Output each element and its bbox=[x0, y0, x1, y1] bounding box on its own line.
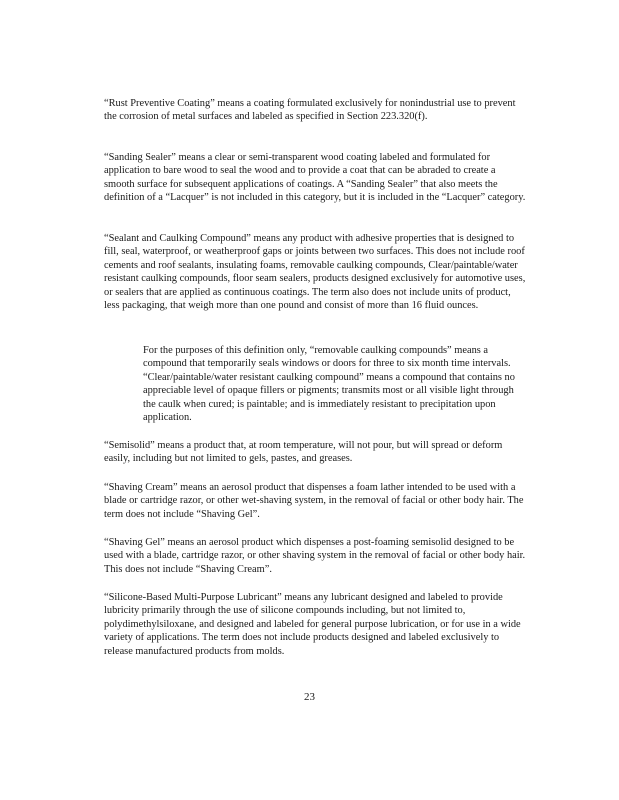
paragraph-sealant-and-caulking-compound: “Sealant and Caulking Compound” means any product with adhesive properties that is designed to fill, seal, waterproof, or weatherproof gaps or joints between two surfaces. This does not include roof cements and roof sealants, insulating foams, removable caulking compounds, Clear/paintable/water resistant caulking compounds, floor seam sealers, products designed exclusively for automotive uses, or sealers that are applied as continuous coatings. The term also does not include units of product, less packaging, that weigh more than one pound and consist of more than 16 fluid ounces. bbox=[104, 233, 526, 312]
paragraph-sanding-sealer: “Sanding Sealer” means a clear or semi-transparent wood coating labeled and formulated for application to bare wood to seal the wood and to provide a coat that can be abraded to create a smooth surface for subsequent applications of coatings. A “Sanding Sealer” that also meets the definition of a “Lacquer” is not included in this category, but it is included in the “Lacquer” category. bbox=[104, 152, 526, 204]
paragraph-semisolid: “Semisolid” means a product that, at room temperature, will not pour, but will spread or deform easily, including but not limited to gels, pastes, and greases. bbox=[104, 440, 503, 465]
page-number: 23 bbox=[304, 691, 315, 703]
paragraph-silicone-based-lubricant: “Silicone-Based Multi-Purpose Lubricant” means any lubricant designed and labeled to provide lubricity primarily through the use of silicone compounds including, but not limited to, polydimethylsiloxane, and designed and labeled for general purpose lubrication, or for use in a wide variety of applications. The term does not include products designed and labeled exclusively to release manufactured products from molds. bbox=[104, 592, 521, 657]
paragraph-shaving-gel: “Shaving Gel” means an aerosol product which dispenses a post-foaming semisolid designed to be used with a blade, cartridge razor, or other shaving system in the removal of facial or other body hair. This does not include “Shaving Cream”. bbox=[104, 537, 526, 575]
paragraph-rust-preventive-coating: “Rust Preventive Coating” means a coating formulated exclusively for nonindustrial use to prevent the corrosion of metal surfaces and labeled as specified in Section 223.320(f). bbox=[104, 98, 516, 123]
paragraph-removable-caulking-definition: For the purposes of this definition only, “removable caulking compounds” means a compound that temporarily seals windows or doors for three to six month time intervals. “Clear/paintable/water resistant caulking compound” means a compound that contains no appreciable level of opaque fillers or pigments; transmits most or all visible light through the caulk when cured; is paintable; and is immediately resistant to precipitation upon application. bbox=[143, 345, 515, 424]
paragraph-shaving-cream: “Shaving Cream” means an aerosol product that dispenses a foam lather intended to be used with a blade or cartridge razor, or other wet-shaving system, in the removal of facial or other body hair. The term does not include “Shaving Gel”. bbox=[104, 482, 524, 520]
